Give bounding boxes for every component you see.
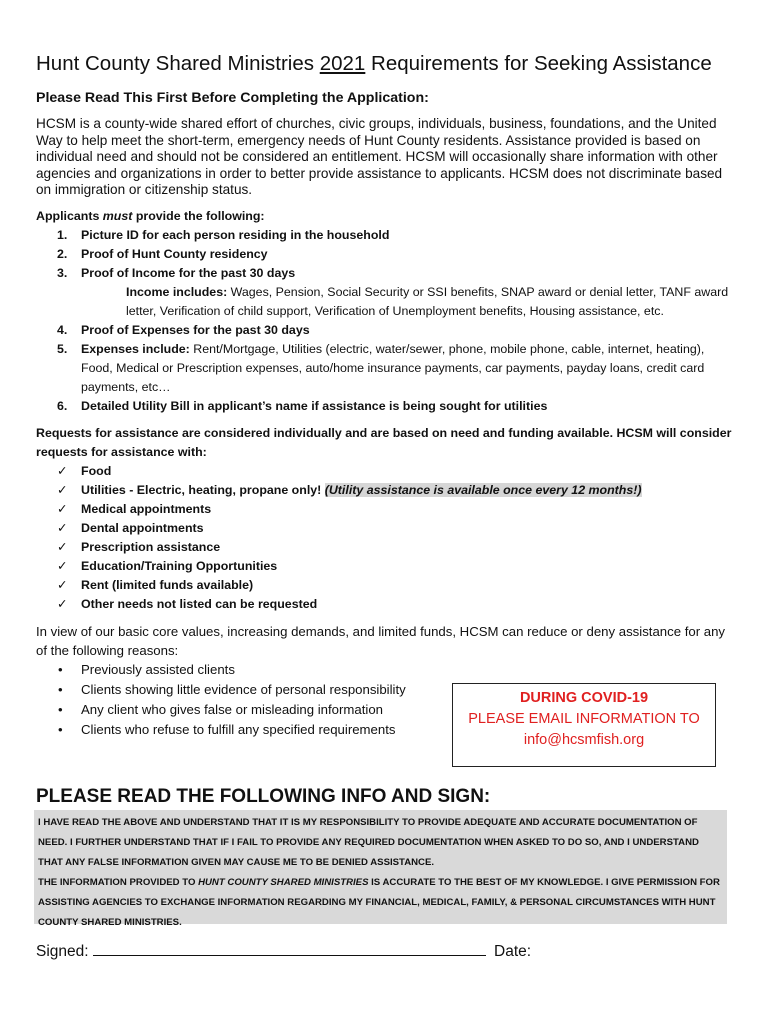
- list-item: • Clients showing little evidence of personal responsibility: [36, 680, 736, 700]
- document-body: [36, 52, 736, 740]
- check-icon: ✓: [57, 463, 68, 478]
- assistance-checklist: [36, 462, 736, 614]
- list-item: 6. Detailed Utility Bill in applicant’s name if assistance is being sought for utilities: [57, 398, 548, 413]
- page-title: Hunt County Shared Ministries 2021 Requirements for Seeking Assistance: [36, 52, 712, 75]
- check-icon: ✓: [57, 577, 68, 592]
- requirements-list-cont: [36, 321, 736, 416]
- signature-line[interactable]: [93, 943, 486, 956]
- subtitle: Please Read This First Before Completing the Application:: [36, 90, 429, 106]
- check-icon: ✓: [57, 539, 68, 554]
- reasons-intro: In view of our basic core values, increasing demands, and limited funds, HCSM can reduce or deny assistance for any of the following reasons:: [36, 623, 726, 658]
- intro-paragraph: HCSM is a county-wide shared effort of churches, civic groups, individuals, business, foundations, and the United Way to help meet the short-term, emergency needs of Hunt County residents. Assistance provided is based on individual need and should not be considered an entitlement. HCSM will occasionally share information with other agencies and organizations in order to better provide assistance to applicants. HCSM does not discriminate based on immigration or citizenship status.: [36, 116, 723, 198]
- list-item: • Clients who refuse to fulfill any specified requirements: [36, 720, 736, 740]
- covid-instruction: PLEASE EMAIL INFORMATION TO: [468, 711, 700, 727]
- bullet-icon: •: [58, 721, 63, 737]
- date-label: Date:: [494, 943, 532, 960]
- applicants-heading: Applicants must provide the following:: [36, 208, 265, 223]
- check-icon: ✓: [57, 558, 68, 573]
- check-icon: ✓: [57, 596, 68, 611]
- check-icon: ✓: [57, 482, 68, 497]
- sign-heading: PLEASE READ THE FOLLOWING INFO AND SIGN:: [36, 786, 491, 807]
- covid-title: DURING COVID-19: [519, 690, 649, 706]
- check-item: ✓ Education/Training Opportunities: [36, 557, 736, 576]
- bullet-icon: •: [58, 701, 63, 717]
- utility-note: (Utility assistance is available once every 12 months!): [324, 482, 642, 497]
- requests-intro: Requests for assistance are considered individually and are based on need and funding available. HCSM will consider requests for assistance with:: [36, 425, 732, 459]
- check-item: ✓ Other needs not listed can be requested: [36, 595, 736, 614]
- requirements-list: [36, 226, 736, 283]
- signature-field[interactable]: [36, 943, 486, 961]
- check-item: ✓ Rent (limited funds available): [36, 576, 736, 595]
- title-year: 2021: [319, 52, 366, 75]
- check-item: ✓ Prescription assistance: [36, 538, 736, 557]
- check-item: ✓ Utilities - Electric, heating, propane only! (Utility assistance is available once every 12 months!): [36, 481, 736, 500]
- check-icon: ✓: [57, 501, 68, 516]
- agreement-paragraph-2: THE INFORMATION PROVIDED TO HUNT COUNTY SHARED MINISTRIES IS ACCURATE TO THE BEST OF MY KNOWLEDGE. I GIVE PERMISSION FOR ASSISTING AGENCIES TO EXCHANGE INFORMATION REGARDING MY FINANCIAL, MEDICAL, FAMILY, & PERSONAL CIRCUMSTANCES WITH HUNT COUNTY SHARED MINISTRIES.: [38, 877, 720, 928]
- bullet-icon: •: [58, 681, 63, 697]
- covid-notice: [452, 683, 716, 767]
- check-icon: ✓: [57, 520, 68, 535]
- list-item: 4. Proof of Expenses for the past 30 days: [57, 322, 310, 337]
- list-item: 1. Picture ID for each person residing in the household: [57, 227, 390, 242]
- list-item: 2. Proof of Hunt County residency: [57, 246, 268, 261]
- agreement-box: [34, 810, 727, 928]
- income-includes: Income includes: Wages, Pension, Social Security or SSI benefits, SNAP award or denial letter, TANF award letter, Verification of child support, Verification of Unemployment benefits, Housing assistance, etc.: [126, 284, 729, 318]
- signed-label: Signed:: [36, 943, 89, 960]
- check-item: ✓ Food: [36, 462, 736, 481]
- list-item: 5. Expenses include: Rent/Mortgage, Utilities (electric, water/sewer, phone, mobile phone, cable, internet, heating), Food, Medical or Prescription expenses, auto/home insurance payments, car payments, payday loans, credit card payments, etc…: [57, 341, 705, 394]
- list-item: • Any client who gives false or misleading information: [36, 700, 736, 720]
- check-item: ✓ Medical appointments: [36, 500, 736, 519]
- date-field[interactable]: [494, 943, 531, 961]
- agreement-paragraph-1: I HAVE READ THE ABOVE AND UNDERSTAND THAT IT IS MY RESPONSIBILITY TO PROVIDE ADEQUATE AND ACCURATE DOCUMENTATION OF NEED. I FURTHER UNDERSTAND THAT IF I FAIL TO PROVIDE ANY REQUIRED DOCUMENTATION WHEN ASKED TO DO SO, AND I UNDERSTAND THAT ANY FALSE INFORMATION GIVEN MAY CAUSE ME TO BE DENIED ASSISTANCE.: [38, 817, 699, 868]
- list-item: • Previously assisted clients: [36, 660, 736, 680]
- covid-email[interactable]: info@hcsmfish.org: [523, 732, 645, 748]
- check-item: ✓ Dental appointments: [36, 519, 736, 538]
- bullet-icon: •: [58, 661, 63, 677]
- list-item: 3. Proof of Income for the past 30 days: [57, 265, 296, 280]
